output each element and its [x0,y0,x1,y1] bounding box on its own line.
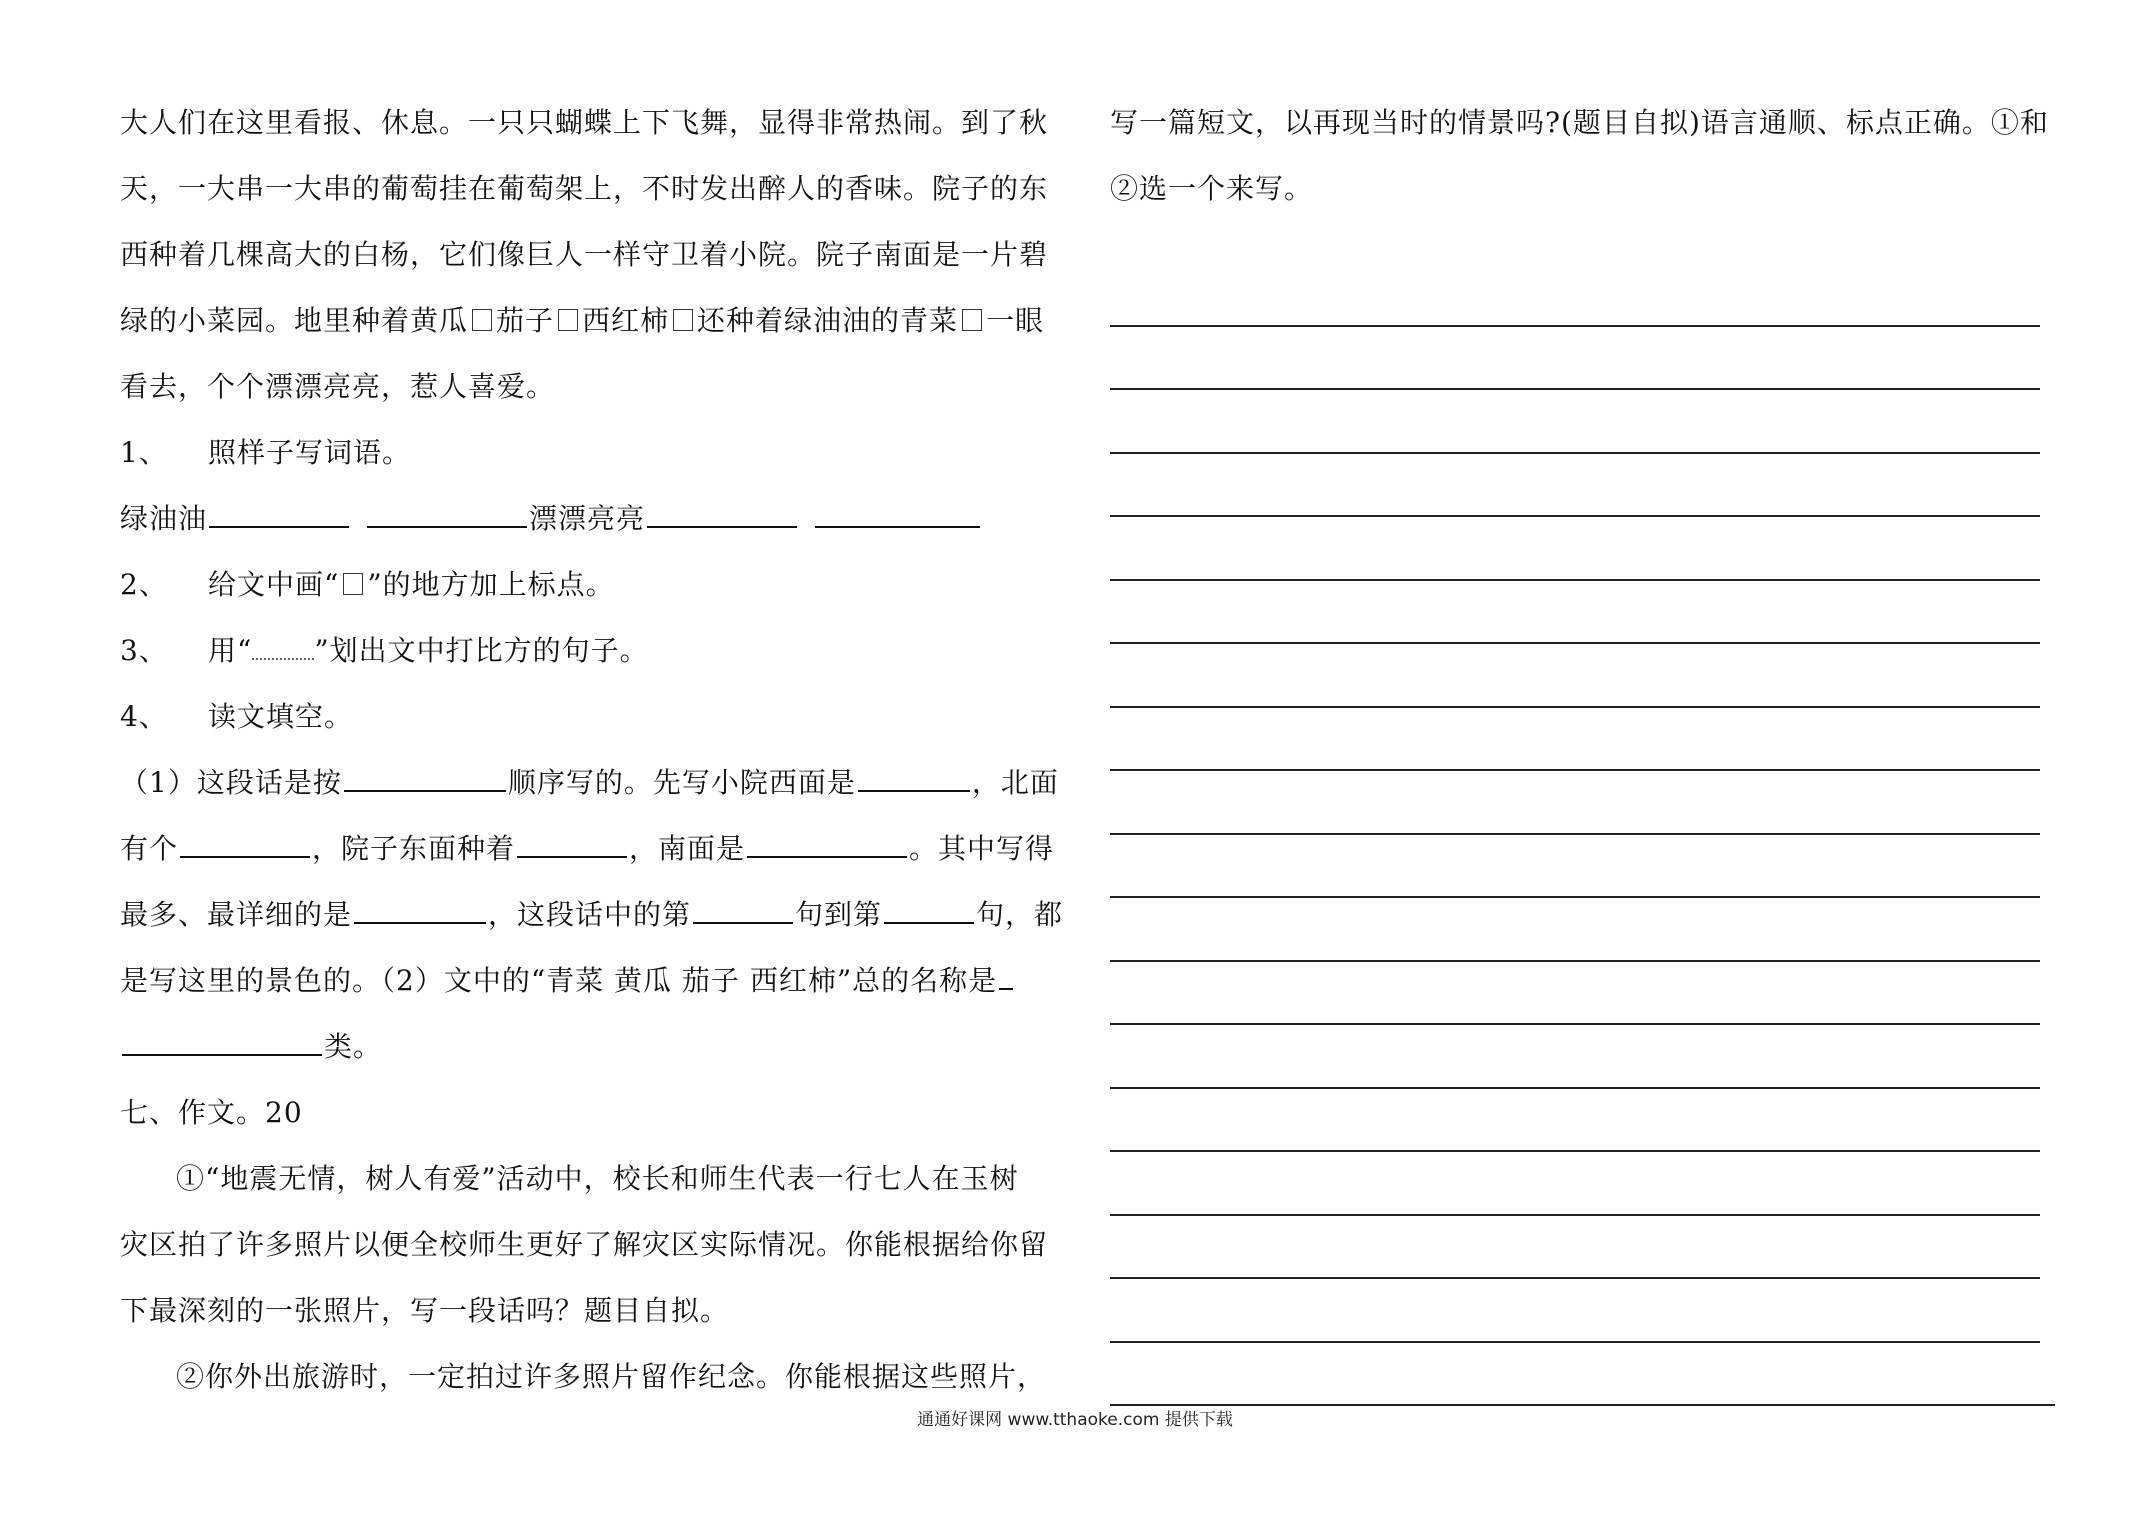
question-4 [120,691,1070,757]
question-number: 2、 [120,568,168,601]
fill-text: ，院子东面种着 [312,832,516,865]
question-2 [120,559,1070,625]
writing-line[interactable] [1110,581,2040,645]
box-symbol-icon [343,573,363,595]
writing-line[interactable] [1110,962,2040,1026]
passage-text: 一眼 [986,304,1045,337]
writing-line[interactable] [1110,327,2040,391]
left-column [120,97,1070,1417]
fill-text: 是写这里的景色的。（2）文中的“青菜 黄瓜 茄子 西红柿”总的名称是 [120,964,998,997]
answer-blank[interactable] [354,892,486,924]
question-number: 4、 [120,700,168,733]
passage-text: 还种着绿油油的青菜 [697,304,959,337]
fill-text: 句，都 [976,898,1064,931]
composition-prompt-2-line-2: 写一篇短文，以再现当时的情景吗?(题目自拟)语言通顺、标点正确。①和 [1110,106,2049,139]
question-3 [120,625,1070,691]
writing-line[interactable] [1110,835,2040,899]
answer-blank[interactable] [180,826,310,858]
question-text: 读文填空。 [208,700,354,733]
composition-prompt-1-line-3: 下最深刻的一张照片，写一段话吗？题目自拟。 [120,1294,730,1327]
writing-line[interactable] [1110,771,2040,835]
example-word: 漂漂亮亮 [529,502,646,535]
answer-blank[interactable] [858,760,970,792]
question-text: ”的地方加上标点。 [367,568,615,601]
fill-line-3 [120,889,1070,955]
writing-line[interactable] [1110,517,2040,581]
passage-line-1: 大人们在这里看报、休息。一只只蝴蝶上下飞舞，显得非常热闹。到了秋 [120,106,1049,139]
composition-prompt-1-line-2: 灾区拍了许多照片以便全校师生更好了解灾区实际情况。你能根据给你留 [120,1228,1049,1261]
punctuation-box[interactable] [962,309,982,331]
answer-blank[interactable] [344,760,506,792]
composition-prompt-2-line-1: ②你外出旅游时，一定拍过许多照片留作纪念。你能根据这些照片， [176,1360,1047,1393]
footer-credit: 通通好课网 www.tthaoke.com 提供下载 [917,1410,1233,1430]
example-word: 绿油油 [120,502,208,535]
question-1 [120,427,1070,493]
fill-line-2 [120,823,1070,889]
question-text: 用“ [208,634,253,667]
fill-text: 最多、最详细的是 [120,898,353,931]
fill-text: （1）这段话是按 [120,766,342,799]
answer-blank[interactable] [884,892,974,924]
answer-blank[interactable] [647,496,797,528]
fill-text: 。其中写得 [909,832,1055,865]
writing-line[interactable] [1110,454,2040,518]
composition-prompt-2-line-3: ②选一个来写。 [1110,172,1314,205]
wavy-line-icon [252,632,314,660]
fill-text: 句到第 [795,898,883,931]
passage-text: 茄子 [496,304,555,337]
fill-text: 有个 [120,832,179,865]
fill-text: ，这段话中的第 [488,898,692,931]
writing-line[interactable] [1110,1279,2040,1343]
question-text: ”划出文中打比方的句子。 [314,634,649,667]
fill-text: 顺序写的。先写小院西面是 [507,766,856,799]
composition-heading: 七、作文。20 [120,1096,303,1129]
question-text: 给文中画“ [208,568,340,601]
fill-text: ，南面是 [629,832,746,865]
fill-line-1 [120,757,1070,823]
writing-line[interactable] [1110,1152,2040,1216]
writing-line[interactable] [1110,1089,2040,1153]
punctuation-box[interactable] [558,309,578,331]
question-number: 1、 [120,436,168,469]
right-column [1110,97,2060,229]
answer-blank[interactable] [367,496,527,528]
fill-line-5 [120,1021,1070,1087]
writing-line[interactable] [1110,708,2040,772]
punctuation-box[interactable] [472,309,492,331]
writing-line[interactable] [1110,898,2040,962]
question-text: 照样子写词语。 [208,436,412,469]
writing-line[interactable] [1110,390,2040,454]
writing-line[interactable] [1110,644,2040,708]
answer-blank[interactable] [999,958,1013,990]
passage-text: 西红柿 [582,304,670,337]
passage-line-3: 西种着几棵高大的白杨，它们像巨人一样守卫着小院。院子南面是一片碧 [120,238,1049,271]
answer-blank[interactable] [517,826,627,858]
passage-line-4 [120,295,1070,361]
answer-blank[interactable] [747,826,907,858]
passage-text: 绿的小菜园。地里种着黄瓜 [120,304,469,337]
punctuation-box[interactable] [673,309,693,331]
composition-prompt-1-line-1: ①“地震无情，树人有爱”活动中，校长和师生代表一行七人在玉树 [176,1162,1019,1195]
fill-line-4 [120,955,1070,1021]
answer-blank[interactable] [693,892,793,924]
passage-line-2: 天，一大串一大串的葡萄挂在葡萄架上，不时发出醉人的香味。院子的东 [120,172,1049,205]
answer-blank[interactable] [815,496,980,528]
question-number: 3、 [120,634,168,667]
answer-blank[interactable] [209,496,349,528]
writing-line[interactable] [1110,1025,2040,1089]
writing-line[interactable] [1110,263,2040,327]
passage-line-5: 看去，个个漂漂亮亮，惹人喜爱。 [120,370,556,403]
fill-text: ，北面 [971,766,1059,799]
writing-area[interactable] [1110,263,2040,1406]
question-1-answers [120,493,1070,559]
writing-line[interactable] [1110,1216,2040,1280]
fill-text: 类。 [324,1030,383,1063]
writing-line[interactable] [1110,1343,2055,1407]
answer-blank[interactable] [122,1024,322,1056]
